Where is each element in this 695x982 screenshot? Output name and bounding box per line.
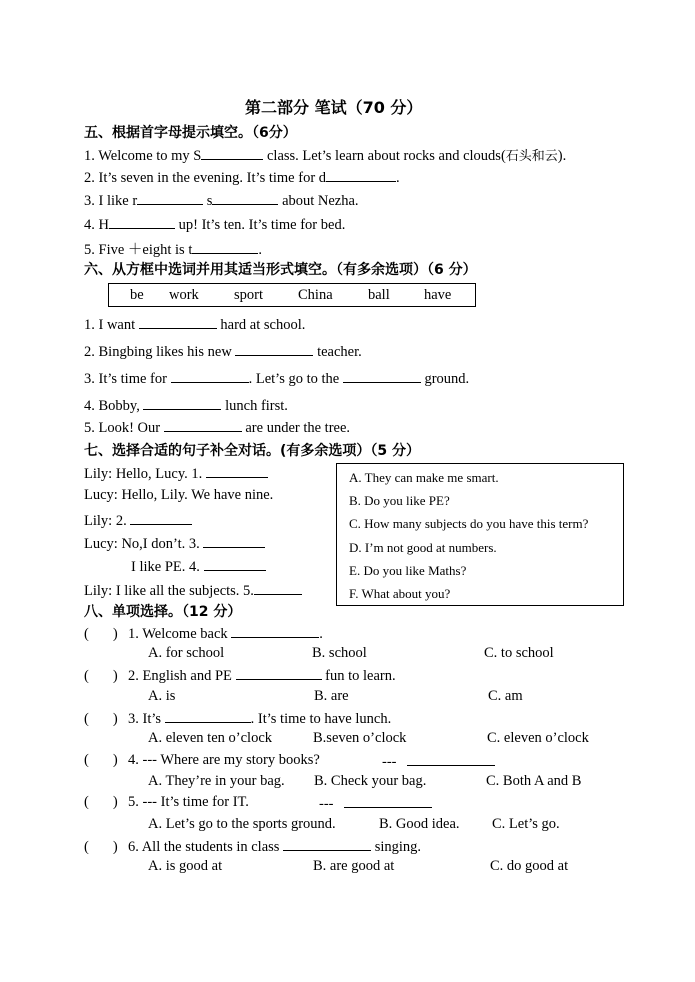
q-text: 4. Bobby, [84, 398, 144, 414]
sec5-question-4 [84, 215, 345, 234]
dialogue-line-2: Lucy: Hello, Lily. We have nine. [84, 487, 274, 503]
q-text: 1. I want [84, 317, 139, 333]
mc-question-2 [84, 666, 396, 685]
q-stem: fun to learn. [321, 668, 396, 684]
sentence-option: C. How many subjects do you have this term? [349, 516, 589, 531]
option-c[interactable]: C. do good at [490, 858, 569, 874]
q-text: ground. [420, 371, 470, 387]
word-option: sport [234, 287, 263, 303]
option-b[interactable]: B. are [314, 688, 349, 704]
dialogue-text: Lily: 2. [84, 513, 131, 529]
answer-blank[interactable] [171, 369, 249, 383]
section-7-heading: 七、选择合适的句子补全对话。(有多余选项）（5 分） [84, 443, 421, 459]
sec5-question-3 [84, 191, 359, 210]
q-text: 4. H [84, 217, 109, 233]
q-stem: 5. --- It’s time for IT. [128, 794, 249, 810]
option-c[interactable]: C. Let’s go. [492, 816, 560, 832]
answer-paren[interactable] [84, 794, 128, 811]
answer-paren[interactable] [84, 752, 128, 769]
word-option: ball [368, 287, 390, 303]
answer-paren[interactable] [84, 626, 128, 643]
option-a[interactable]: A. is [148, 688, 176, 704]
answer-blank[interactable] [236, 666, 322, 680]
paren-close: ) [112, 752, 118, 768]
answer-blank[interactable] [212, 191, 278, 205]
q-text: 2. It’s seven in the evening. It’s time for d [84, 170, 327, 186]
q-text: hard at school. [216, 317, 306, 333]
section-6-heading: 六、从方框中选词并用其适当形式填空。（有多余选项）（6 分） [84, 262, 477, 278]
mc-question-3 [84, 709, 391, 728]
paren-close: ) [112, 668, 118, 684]
paren-open: ( [84, 839, 89, 855]
answer-paren[interactable] [84, 839, 128, 856]
q-text: ). [557, 148, 567, 164]
mc-question-4-response [382, 752, 495, 771]
answer-blank[interactable] [407, 752, 495, 766]
q-stem: 6. All the students in class [128, 839, 284, 855]
q-text: up! It’s ten. It’s time for bed. [174, 217, 346, 233]
sec6-question-5 [84, 418, 350, 437]
option-b[interactable]: B.seven o’clock [313, 730, 407, 746]
paren-close: ) [112, 711, 118, 727]
q-stem: . It’s time to have lunch. [250, 711, 392, 727]
sec5-question-5 [84, 238, 262, 259]
answer-blank[interactable] [206, 464, 268, 478]
mc-question-5 [84, 794, 249, 811]
mc-question-6 [84, 837, 421, 856]
option-b[interactable]: B. Check your bag. [314, 773, 427, 789]
dialogue-line-1 [84, 464, 268, 483]
q-text: 1. Welcome to my S [84, 148, 202, 164]
answer-blank[interactable] [165, 709, 251, 723]
q-text: . Let’s go to the [248, 371, 343, 387]
answer-blank[interactable] [130, 511, 192, 525]
word-option: be [130, 287, 144, 303]
answer-blank[interactable] [137, 191, 203, 205]
q-note: 石头和云 [505, 148, 558, 163]
answer-blank[interactable] [231, 624, 319, 638]
answer-blank[interactable] [235, 342, 313, 356]
sentence-option: F. What about you? [349, 586, 451, 601]
dialogue-line-6 [84, 581, 302, 600]
answer-blank[interactable] [204, 557, 266, 571]
answer-blank[interactable] [201, 146, 263, 160]
answer-blank[interactable] [343, 369, 421, 383]
q-stem: 3. It’s [128, 711, 165, 727]
q-stem: . [319, 626, 323, 642]
paren-open: ( [84, 711, 89, 727]
q-text: 3. It’s time for [84, 371, 171, 387]
dialogue-text: I like PE. 4. [131, 559, 204, 575]
paren-open: ( [84, 668, 89, 684]
dialogue-text: Lily: I like all the subjects. 5. [84, 583, 254, 599]
q-text: lunch first. [221, 398, 288, 414]
paren-close: ) [112, 626, 118, 642]
sec6-question-3 [84, 369, 469, 388]
word-option: have [424, 287, 452, 303]
answer-blank[interactable] [344, 794, 432, 808]
mc-question-5-response [319, 794, 432, 813]
answer-paren[interactable] [84, 668, 128, 685]
q-text: 2. Bingbing likes his new [84, 344, 236, 360]
option-a[interactable]: A. They’re in your bag. [148, 773, 285, 789]
q-text: 3. I like r [84, 193, 138, 209]
sec5-question-1 [84, 145, 566, 165]
q-stem: 1. Welcome back [128, 626, 232, 642]
word-box [108, 283, 476, 307]
page-title: 第二部分 笔试（70 分） [245, 98, 423, 117]
q-text: class. Let’s learn about rocks and clouds( [263, 148, 506, 164]
answer-blank[interactable] [203, 534, 265, 548]
q-text: . [396, 170, 400, 186]
q-text: 5. Look! Our [84, 420, 164, 436]
dialogue-line-4 [84, 534, 265, 553]
word-option: work [169, 287, 199, 303]
answer-blank[interactable] [143, 396, 221, 410]
answer-paren[interactable] [84, 711, 128, 728]
section-8-heading: 八、单项选择。（12 分） [84, 604, 242, 620]
dialogue-line-5 [131, 557, 266, 576]
mc-question-4 [84, 752, 320, 769]
q-text: are under the tree. [241, 420, 351, 436]
q-stem: --- [319, 796, 334, 812]
option-c[interactable]: C. eleven o’clock [487, 730, 589, 746]
answer-blank[interactable] [109, 215, 175, 229]
option-c[interactable]: C. to school [484, 645, 554, 661]
word-option: China [298, 287, 333, 303]
sec6-question-2 [84, 342, 362, 361]
q-text: about Nezha. [278, 193, 359, 209]
sentence-option: A. They can make me smart. [349, 470, 499, 485]
option-b[interactable]: B. Good idea. [379, 816, 460, 832]
option-c[interactable]: C. Both A and B [486, 773, 582, 789]
sec6-question-4 [84, 396, 288, 415]
q-stem: 2. English and PE [128, 668, 236, 684]
dialogue-line-3 [84, 511, 192, 530]
sec5-question-2 [84, 168, 400, 187]
q-text: . [258, 242, 262, 258]
option-a[interactable]: A. eleven ten o’clock [148, 730, 273, 746]
paren-open: ( [84, 794, 89, 810]
q-text: teacher. [313, 344, 362, 360]
q-stem: singing. [371, 839, 422, 855]
option-a[interactable]: A. Let’s go to the sports ground. [148, 816, 336, 832]
q-text: s [203, 193, 213, 209]
option-a[interactable]: A. for school [148, 645, 225, 661]
option-b[interactable]: B. school [312, 645, 367, 661]
sentence-options-box [336, 463, 624, 606]
dialogue-text: Lucy: No,I don’t. 3. [84, 536, 204, 552]
sentence-option: E. Do you like Maths? [349, 563, 467, 578]
section-5-heading: 五、根据首字母提示填空。（6分） [84, 125, 297, 141]
q-stem: --- [382, 754, 397, 770]
paren-open: ( [84, 626, 89, 642]
paren-close: ) [112, 794, 118, 810]
answer-blank[interactable] [139, 315, 217, 329]
paren-close: ) [112, 839, 118, 855]
paren-open: ( [84, 752, 89, 768]
answer-blank[interactable] [326, 168, 396, 182]
option-a[interactable]: A. is good at [148, 858, 223, 874]
mc-question-1 [84, 624, 323, 643]
dialogue-text: Lily: Hello, Lucy. 1. [84, 466, 206, 482]
option-b[interactable]: B. are good at [313, 858, 395, 874]
answer-blank[interactable] [164, 418, 242, 432]
answer-blank[interactable] [283, 837, 371, 851]
sentence-option: D. I’m not good at numbers. [349, 540, 497, 555]
option-c[interactable]: C. am [488, 688, 523, 704]
q-stem: 4. --- Where are my story books? [128, 752, 320, 768]
q-text: 5. Five ＋eight is t [84, 242, 193, 258]
sentence-option: B. Do you like PE? [349, 493, 450, 508]
answer-blank[interactable] [192, 240, 258, 254]
answer-blank[interactable] [254, 581, 302, 595]
sec6-question-1 [84, 315, 305, 334]
